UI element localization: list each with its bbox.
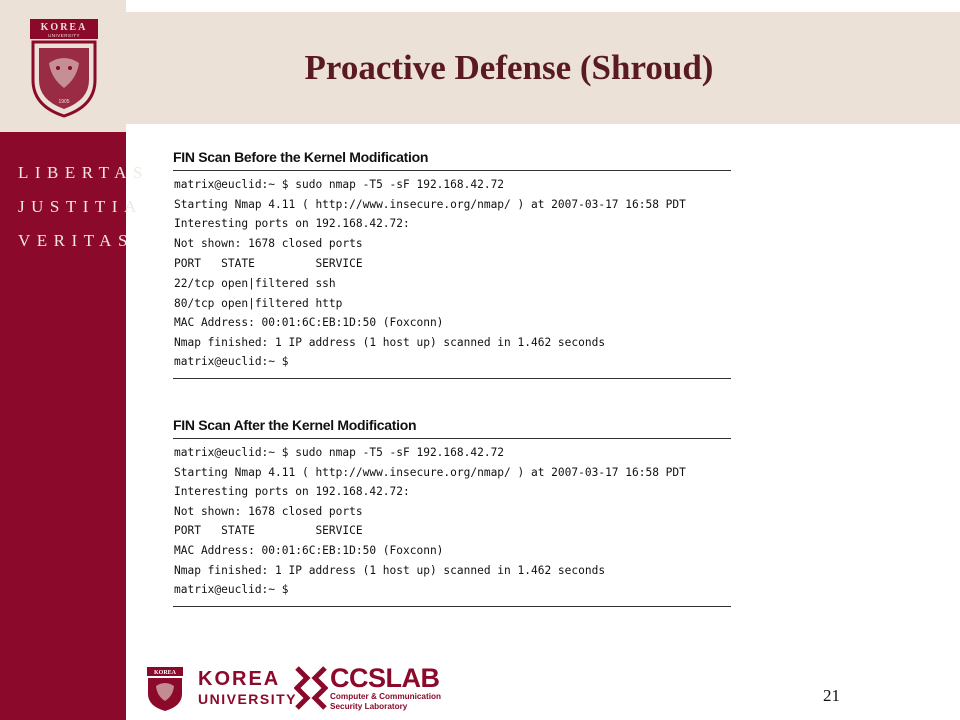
terminal-line: Interesting ports on 192.168.42.72: xyxy=(174,485,410,499)
lab-subtitle-line: Security Laboratory xyxy=(330,702,408,711)
terminal-line: Interesting ports on 192.168.42.72: xyxy=(174,217,410,231)
terminal-line: Nmap finished: 1 IP address (1 host up) scanned in 1.462 seconds xyxy=(174,563,606,577)
logo-box xyxy=(0,0,126,132)
terminal-output xyxy=(173,171,731,378)
motto-line: VERITAS xyxy=(18,231,134,250)
terminal-line: Nmap finished: 1 IP address (1 host up) scanned in 1.462 seconds xyxy=(174,335,606,349)
page-number: 21 xyxy=(823,686,840,705)
terminal-line: Starting Nmap 4.11 ( http://www.insecure.org/nmap/ ) at 2007-03-17 16:58 PDT xyxy=(174,465,686,479)
terminal-line: matrix@euclid:~ $ xyxy=(174,583,289,597)
terminal-line: Starting Nmap 4.11 ( http://www.insecure.org/nmap/ ) at 2007-03-17 16:58 PDT xyxy=(174,197,686,211)
lab-name: CCSLAB xyxy=(330,663,440,693)
svg-text:KOREA: KOREA xyxy=(40,22,88,33)
motto-line: LIBERTAS xyxy=(18,163,149,182)
terminal-line: MAC Address: 00:01:6C:EB:1D:50 (Foxconn) xyxy=(174,316,444,330)
scan-panel-before xyxy=(173,146,731,379)
terminal-line: PORT STATE SERVICE xyxy=(174,524,363,538)
svg-text:KOREA: KOREA xyxy=(153,670,177,676)
divider xyxy=(173,378,731,379)
korea-university-logo xyxy=(146,666,298,712)
divider xyxy=(173,606,731,607)
terminal-line: Not shown: 1678 closed ports xyxy=(174,504,363,518)
terminal-line: 22/tcp open|filtered ssh xyxy=(174,276,336,290)
terminal-line: matrix@euclid:~ $ sudo nmap -T5 -sF 192.168.42.72 xyxy=(174,446,505,459)
sidebar xyxy=(0,0,149,720)
motto xyxy=(18,156,149,258)
ccslab-mark-icon xyxy=(294,664,328,712)
slide-title: Proactive Defense (Shroud) xyxy=(304,48,714,87)
wordmark-line: UNIVERSITY xyxy=(198,691,298,707)
ccslab-logo xyxy=(294,663,441,713)
lab-subtitle-line: Computer & Communication xyxy=(330,692,441,701)
wordmark-line: KOREA xyxy=(198,668,281,690)
terminal-line: MAC Address: 00:01:6C:EB:1D:50 (Foxconn) xyxy=(174,543,444,557)
terminal-line: matrix@euclid:~ $ sudo nmap -T5 -sF 192.168.42.72 xyxy=(174,178,505,191)
university-wordmark xyxy=(198,668,297,708)
terminal-line: Not shown: 1678 closed ports xyxy=(174,236,363,250)
terminal-line: matrix@euclid:~ $ xyxy=(174,355,289,369)
korea-university-crest-icon xyxy=(146,666,184,712)
terminal-output xyxy=(173,439,731,606)
scan-panel-after xyxy=(173,414,731,607)
panel-title: FIN Scan After the Kernel Modification xyxy=(173,417,417,433)
terminal-line: PORT STATE SERVICE xyxy=(174,257,363,271)
motto-line: JUSTITIA xyxy=(18,197,143,216)
svg-text:UNIVERSITY: UNIVERSITY xyxy=(47,33,81,38)
terminal-line: 80/tcp open|filtered http xyxy=(174,296,343,310)
lab-subtitle xyxy=(330,692,441,712)
panel-title: FIN Scan Before the Kernel Modification xyxy=(173,149,429,165)
svg-text:1905: 1905 xyxy=(58,99,70,105)
korea-university-crest-icon xyxy=(29,18,99,118)
